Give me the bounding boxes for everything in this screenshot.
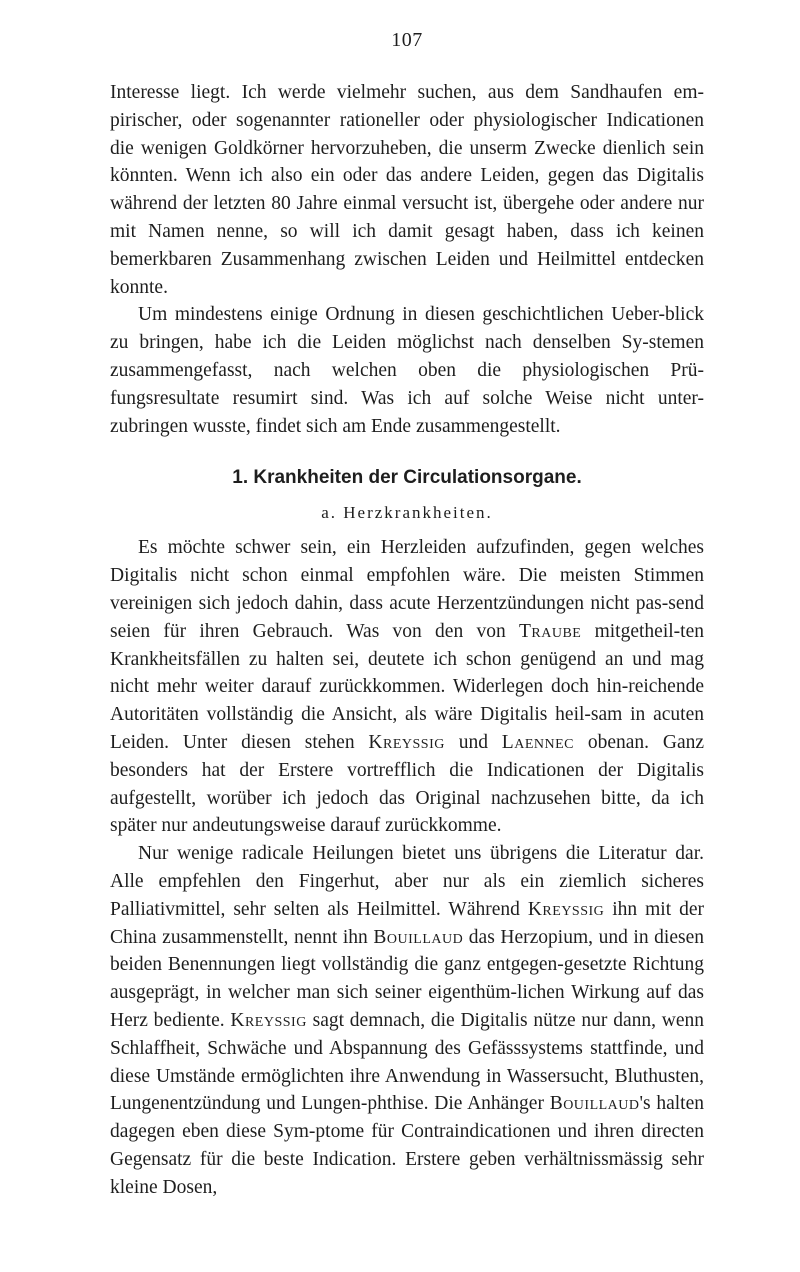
intro-paragraph-1: Interesse liegt. Ich werde vielmehr suchen, aus dem Sandhaufen em-pirischer, oder sogenannter rationeller oder physiologischer Indicationen die wenigen Goldkörner hervorzuheben, die unserm Zwecke dienlich sein könnten. Wenn ich also ein oder das andere Leiden, gegen das Digitalis während der letzten 80 Jahre einmal versucht ist, übergehe oder andere nur mit Namen nenne, so will ich damit gesagt haben, dass ich keinen bemerkbaren Zusammenhang zwischen Leiden und Heilmittel entdecken konnte. [110,82,704,298]
text-segment: und [444,731,502,753]
author-name-laennec: Laennec [501,731,574,753]
author-name-kreyssig: Kreyssig [527,898,605,920]
section-heading: 1. Krankheiten der Circulationsorgane. [232,467,582,489]
book-page [110,28,704,1201]
text-segment: 's halten dagegen eben diese Sym-ptome für Contraindicationen und ihren directen Gegensatz für die beste Indication. Erstere geben verhältnissmässig sehr kleine Dosen, [110,1093,704,1198]
text-segment: das Herzopium, und in diesen beiden Benennungen liegt vollständig die ganz entgegen-gesetzte Richtung ausgeprägt, in welcher man sich seiner eigenthüm-lichen Wirkung auf das Herz bediente. [110,926,704,1031]
page-number: 107 [391,29,423,51]
author-name-kreyssig: Kreyssig [230,1009,307,1031]
text-segment: ihn mit der China zusammenstellt, nennt ihn [110,898,704,948]
author-name-kreyssig: Kreyssig [368,731,445,753]
section-paragraph-2 [110,840,704,1201]
text-segment: Nur wenige radicale Heilungen bietet uns übrigens die Literatur dar. Alle empfehlen den Fingerhut, aber nur als ein ziemlich sicheres Palliativmittel, sehr selten als Heilmittel. Während [110,843,704,920]
text-segment: mitgetheil-ten Krankheitsfällen zu halten sei, deutete ich schon genügend an und mag nicht mehr weiter darauf zurückkommen. Widerlegen doch hin-reichende Autoritäten vollständig die Ansicht, als wäre Digitalis heil-sam in acuten Leiden. Unter diesen stehen [110,620,704,753]
author-name-traube: Traube [518,620,582,642]
text-segment: sagt demnach, die Digitalis nütze nur dann, wenn Schlaffheit, Schwäche und Abspannung des Gefässsystems stattfinde, und diese Umstände ermöglichten ihre Anwendung in Wassersucht, Bluthusten, Lungenentzündung und Lungen-phthise. Die Anhänger [110,1009,704,1115]
text-segment: obenan. Ganz besonders hat der Erstere vortrefflich die Indicationen der Digitalis aufgestellt, worüber ich jedoch das Original nachzusehen bitte, da ich später nur andeutungsweise darauf zurückkomme. [110,731,704,837]
author-name-bouillaud: Bouillaud [549,1093,640,1115]
subsection-heading: a. Herzkrankheiten. [321,503,493,523]
text-segment: Es möchte schwer sein, ein Herzleiden aufzufinden, gegen welches Digitalis nicht schon einmal empfohlen wäre. Die meisten Stimmen vereinigen sich jedoch dahin, dass acute Herzentzündungen nicht pas-send seien für ihren Gebrauch. Was von den von [110,537,704,642]
author-name-bouillaud: Bouillaud [373,926,464,948]
section-paragraph-1 [110,534,704,840]
intro-paragraph-2: Um mindestens einige Ordnung in diesen geschichtlichen Ueber-blick zu bringen, habe ich die Leiden möglichst nach denselben Sy-stemen zusammengefasst, nach welchen oben die physiologischen Prü-fungsresultate resumirt sind. Was ich auf solche Weise nicht unter-zubringen wusste, findet sich am Ende zusammengestellt. [110,304,704,437]
